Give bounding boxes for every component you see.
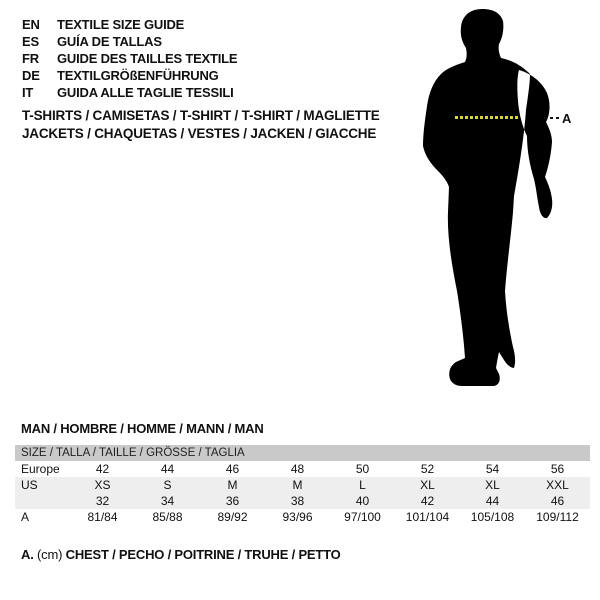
table-cell: 40 [355,494,370,508]
language-label: TEXTILE SIZE GUIDE [57,17,185,32]
table-cell: XL [485,478,500,492]
table-cell: 93/96 [282,510,313,524]
table-row-us-numeric [15,493,590,509]
size-table [15,445,590,525]
table-cell: M [227,478,238,492]
measure-footnote [21,547,341,562]
language-code: EN [22,17,40,32]
chest-measure-dash-line [455,116,518,119]
table-cell: 42 [420,494,435,508]
language-code: IT [22,85,34,100]
footnote-unit: (cm) [37,547,63,562]
table-cell: XL [420,478,435,492]
language-code: ES [22,34,39,49]
table-cell: M [292,478,303,492]
row-label: A [21,510,30,524]
table-cell: 46 [550,494,565,508]
table-cell: 46 [225,462,240,476]
table-cell: L [359,478,366,492]
table-cell: 44 [160,462,175,476]
table-cell: 81/84 [87,510,118,524]
table-cell: 50 [355,462,370,476]
table-cell: 56 [550,462,565,476]
table-cell: 101/104 [405,510,450,524]
table-cell: 89/92 [217,510,248,524]
table-cell: 32 [95,494,110,508]
table-cell: S [163,478,172,492]
table-cell: 109/112 [536,510,579,524]
table-cell: 34 [160,494,175,508]
table-cell: 36 [225,494,240,508]
chest-measure-leader-line [544,117,560,119]
category-line-tshirts: T-SHIRTS / CAMISETAS / T-SHIRT / T-SHIRT / MAGLIETTE [22,108,380,123]
size-table-header: SIZE / TALLA / TAILLE / GRÖSSE / TAGLIA [15,445,590,461]
table-cell: 44 [485,494,500,508]
table-cell: XXL [546,478,569,492]
footnote-text: CHEST / PECHO / POITRINE / TRUHE / PETTO [65,547,341,562]
table-row-chest-a [15,509,590,525]
language-label: GUIDA ALLE TAGLIE TESSILI [57,85,234,100]
table-cell: 38 [290,494,305,508]
table-cell: 42 [95,462,110,476]
table-cell: 48 [290,462,305,476]
table-cell: 105/108 [470,510,515,524]
table-row-europe [15,461,590,477]
language-label: GUÍA DE TALLAS [57,34,162,49]
language-label: GUIDE DES TAILLES TEXTILE [57,51,238,66]
row-label: US [21,478,38,492]
row-label [15,493,70,509]
table-cell: 85/88 [152,510,183,524]
measure-label-a: A [562,111,572,126]
language-code: DE [22,68,40,83]
table-cell: 97/100 [344,510,381,524]
language-label: TEXTILGRÖßENFÜHRUNG [57,68,219,83]
table-row-us [15,477,590,493]
table-cell: 52 [420,462,435,476]
table-cell: 54 [485,462,500,476]
language-code: FR [22,51,39,66]
table-cell: XS [94,478,111,492]
category-line-jackets: JACKETS / CHAQUETAS / VESTES / JACKEN / GIACCHE [22,126,377,141]
row-label: Europe [21,462,60,476]
footnote-measure-letter: A. [21,547,34,562]
section-heading-man: MAN / HOMBRE / HOMME / MANN / MAN [21,421,264,436]
